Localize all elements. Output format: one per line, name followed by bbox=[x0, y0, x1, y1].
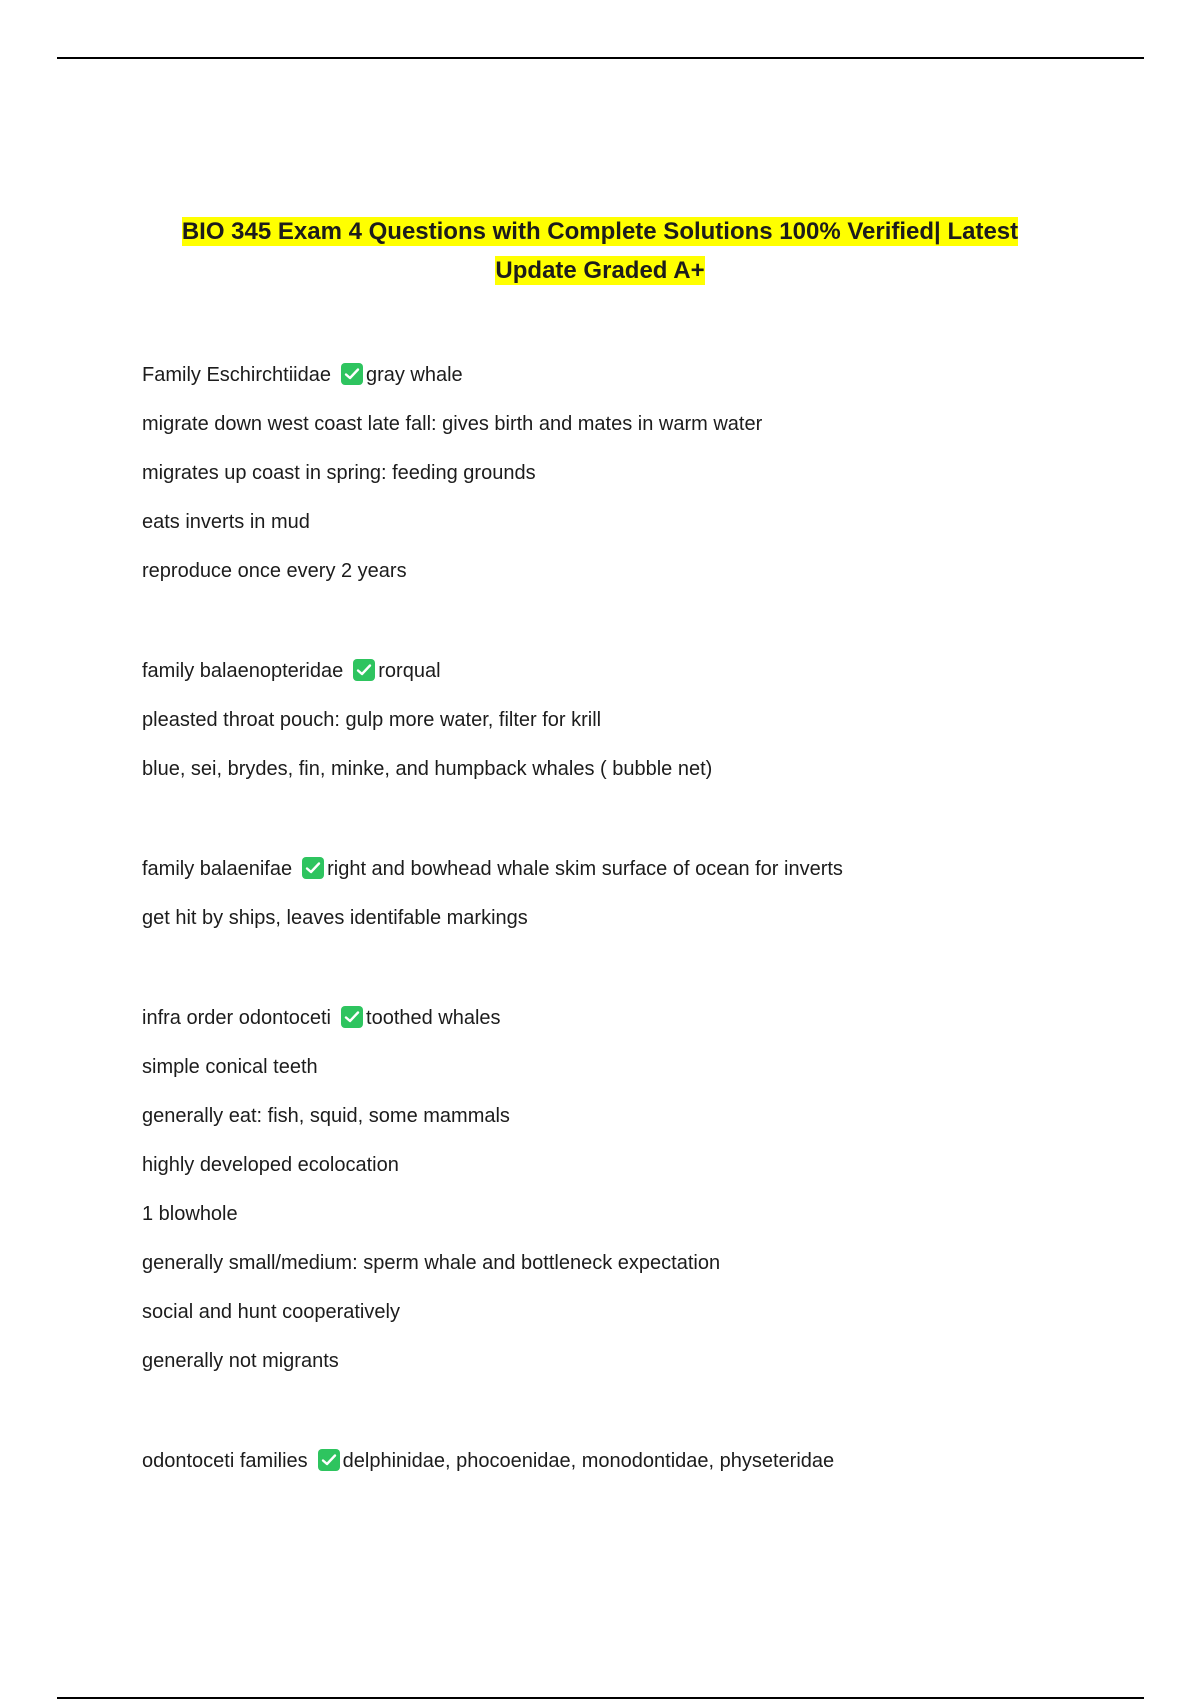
bottom-rule bbox=[57, 1697, 1144, 1699]
detail-line: generally small/medium: sperm whale and bottleneck expectation bbox=[142, 1252, 721, 1274]
question-text: Family Eschirchtiidae bbox=[142, 364, 331, 386]
qa-entry bbox=[142, 851, 1102, 949]
check-icon bbox=[302, 857, 324, 879]
answer-text: gray whale bbox=[365, 364, 463, 386]
qa-question-line bbox=[142, 1000, 1102, 1049]
qa-question-line bbox=[142, 653, 1102, 702]
detail-line: blue, sei, brydes, fin, minke, and humpback whales ( bubble net) bbox=[142, 758, 713, 780]
check-icon bbox=[318, 1449, 340, 1471]
answer-text: delphinidae, phocoenidae, monodontidae, physeteridae bbox=[342, 1450, 835, 1472]
question-text: odontoceti families bbox=[142, 1450, 308, 1472]
detail-line: social and hunt cooperatively bbox=[142, 1301, 400, 1323]
qa-entry bbox=[142, 653, 1102, 800]
qa-question-line bbox=[142, 1443, 1102, 1492]
detail-line: simple conical teeth bbox=[142, 1056, 318, 1078]
detail-line: generally eat: fish, squid, some mammals bbox=[142, 1105, 510, 1127]
detail-line: generally not migrants bbox=[142, 1350, 339, 1372]
detail-line: get hit by ships, leaves identifable markings bbox=[142, 907, 528, 929]
check-icon bbox=[353, 659, 375, 681]
answer-text: toothed whales bbox=[366, 1007, 501, 1029]
check-icon bbox=[341, 363, 363, 385]
qa-entry bbox=[142, 357, 1102, 602]
top-rule bbox=[57, 57, 1144, 59]
detail-line: reproduce once every 2 years bbox=[142, 560, 407, 582]
document-title bbox=[100, 212, 1100, 290]
qa-question-line bbox=[142, 357, 1102, 406]
answer-text: rorqual bbox=[378, 660, 441, 682]
answer-text: right and bowhead whale skim surface of ocean for inverts bbox=[327, 858, 843, 880]
qa-list bbox=[142, 357, 1102, 1492]
question-text: family balaenopteridae bbox=[142, 660, 344, 682]
question-text: infra order odontoceti bbox=[142, 1007, 332, 1029]
detail-line: highly developed ecolocation bbox=[142, 1154, 399, 1176]
qa-entry bbox=[142, 1443, 1102, 1492]
qa-entry bbox=[142, 1000, 1102, 1392]
detail-line: migrate down west coast late fall: gives birth and mates in warm water bbox=[142, 413, 763, 435]
detail-line: eats inverts in mud bbox=[142, 511, 310, 533]
detail-line: 1 blowhole bbox=[142, 1203, 238, 1225]
question-text: family balaenifae bbox=[142, 858, 293, 880]
qa-question-line bbox=[142, 851, 1102, 900]
title-line-1: BIO 345 Exam 4 Questions with Complete Solutions 100% Verified| Latest bbox=[181, 218, 1019, 245]
check-icon bbox=[341, 1006, 363, 1028]
detail-line: migrates up coast in spring: feeding grounds bbox=[142, 462, 536, 484]
detail-line: pleasted throat pouch: gulp more water, filter for krill bbox=[142, 709, 602, 731]
title-line-2: Update Graded A+ bbox=[495, 257, 705, 284]
